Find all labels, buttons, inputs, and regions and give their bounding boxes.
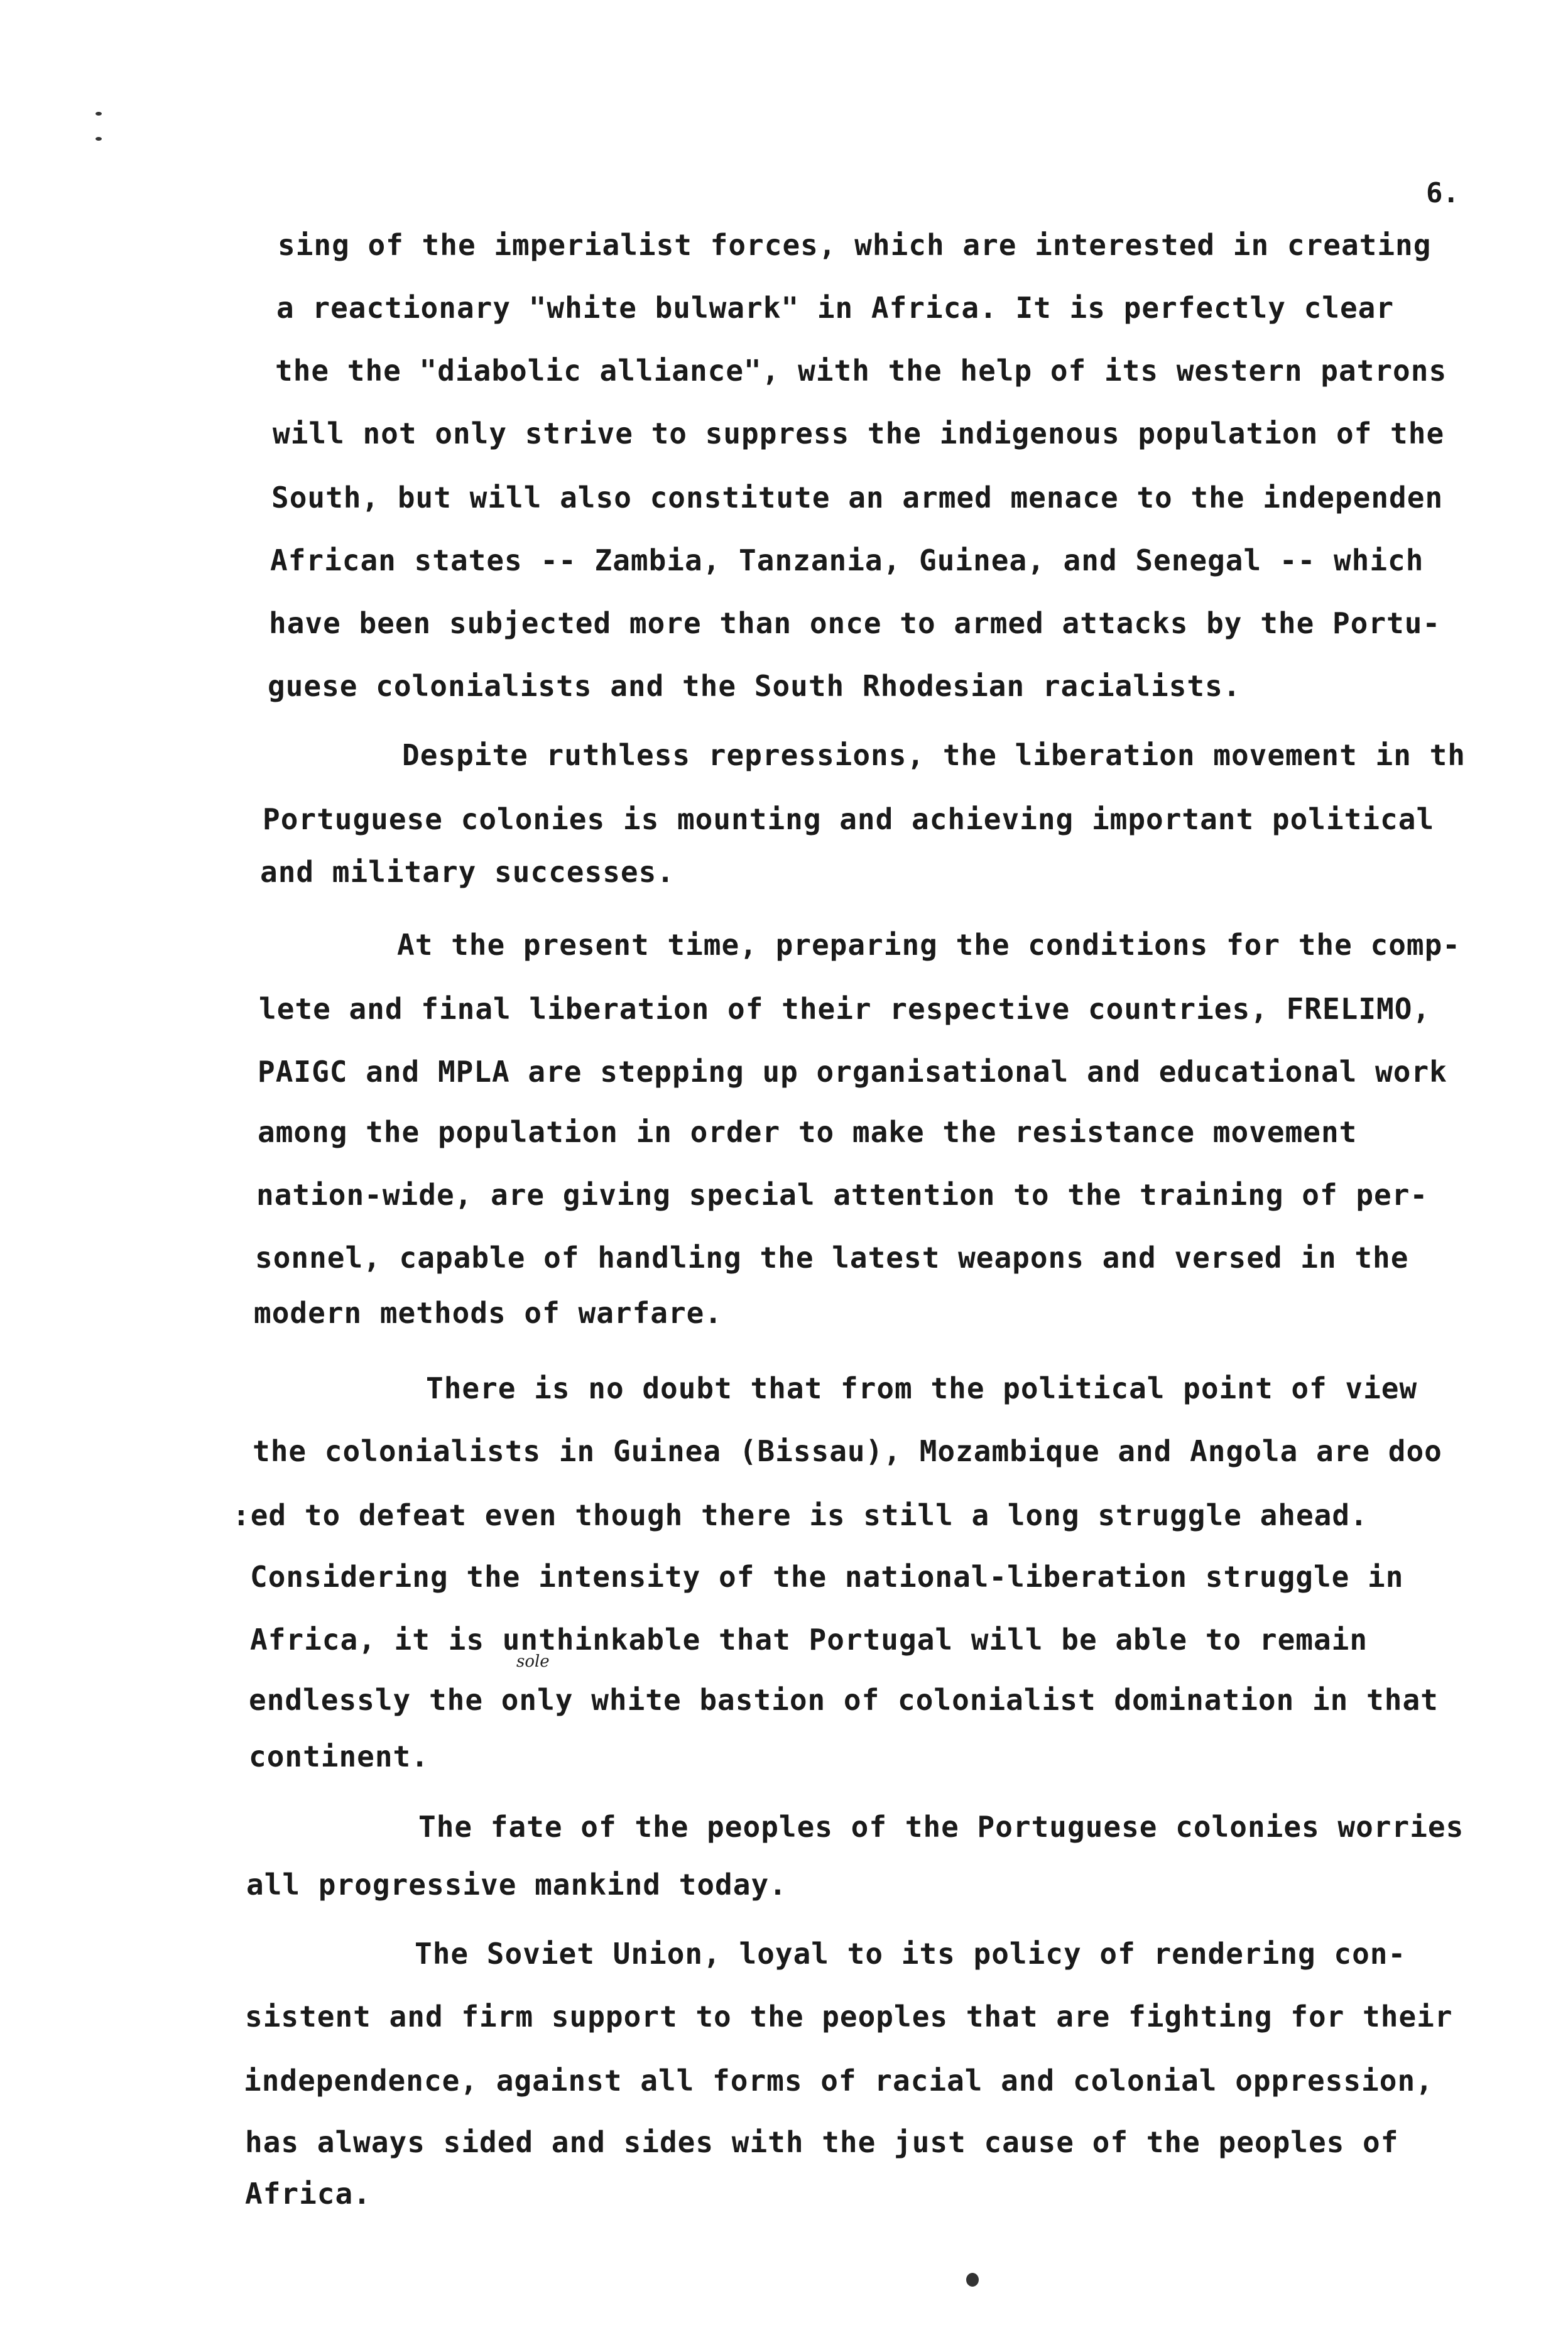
text-line: and military successes. bbox=[260, 855, 675, 889]
text-line: The Soviet Union, loyal to its policy of rendering con- bbox=[415, 1937, 1407, 1971]
text-line: have been subjected more than once to armed attacks by the Portu- bbox=[269, 606, 1441, 640]
text-line: lete and final liberation of their respective countries, FRELIMO, bbox=[259, 992, 1431, 1026]
punch-hole-mark bbox=[95, 137, 102, 141]
text-line: Despite ruthless repressions, the liberation movement in th bbox=[402, 738, 1466, 772]
text-line: sing of the imperialist forces, which are interested in creating bbox=[278, 228, 1432, 262]
punch-hole-mark bbox=[95, 112, 102, 116]
text-line: the colonialists in Guinea (Bissau), Mozambique and Angola are doo bbox=[253, 1434, 1442, 1468]
text-line: Considering the intensity of the national-liberation struggle in bbox=[250, 1560, 1404, 1594]
text-line: continent. bbox=[249, 1740, 429, 1773]
text-line: :ed to defeat even though there is still a long struggle ahead. bbox=[232, 1498, 1368, 1532]
text-line: sonnel, capable of handling the latest weapons and versed in the bbox=[255, 1241, 1409, 1275]
text-line: Africa, it is unthinkable that Portugal will be able to remain bbox=[250, 1623, 1368, 1657]
text-line: independence, against all forms of racial and colonial oppression, bbox=[244, 2064, 1434, 2098]
text-line: There is no doubt that from the political point of view bbox=[426, 1371, 1418, 1405]
text-line: modern methods of warfare. bbox=[254, 1296, 723, 1330]
text-line: Portuguese colonies is mounting and achieving important political bbox=[263, 802, 1435, 836]
text-line: a reactionary "white bulwark" in Africa. It is perfectly clear bbox=[276, 291, 1395, 325]
text-line: has always sided and sides with the just cause of the peoples of bbox=[245, 2125, 1399, 2159]
text-line: nation-wide, are giving special attention to the training of per- bbox=[256, 1178, 1429, 1212]
text-line: guese colonialists and the South Rhodesian racialists. bbox=[268, 669, 1241, 703]
text-line: Africa. bbox=[245, 2177, 371, 2211]
ink-spot-mark bbox=[966, 2273, 979, 2287]
text-line: At the present time, preparing the conditions for the comp- bbox=[397, 928, 1461, 962]
page-number: 6. bbox=[1426, 177, 1459, 209]
text-line: The fate of the peoples of the Portuguese colonies worries bbox=[418, 1810, 1464, 1844]
text-line: all progressive mankind today. bbox=[246, 1868, 787, 1902]
text-line: sistent and firm support to the peoples that are fighting for their bbox=[245, 2000, 1453, 2034]
text-line: among the population in order to make the resistance movement bbox=[258, 1115, 1358, 1149]
text-line: African states -- Zambia, Tanzania, Guinea, and Senegal -- which bbox=[270, 543, 1424, 577]
text-line: endlessly the only white bastion of colonialist domination in that bbox=[249, 1683, 1439, 1717]
text-line: the the "diabolic alliance", with the help of its western patrons bbox=[275, 354, 1447, 388]
handwritten-correction: sole bbox=[516, 1652, 550, 1671]
text-line: South, but will also constitute an armed menace to the independen bbox=[271, 481, 1444, 514]
text-line: will not only strive to suppress the indigenous population of the bbox=[273, 416, 1445, 450]
text-line: PAIGC and MPLA are stepping up organisational and educational work bbox=[258, 1055, 1447, 1089]
